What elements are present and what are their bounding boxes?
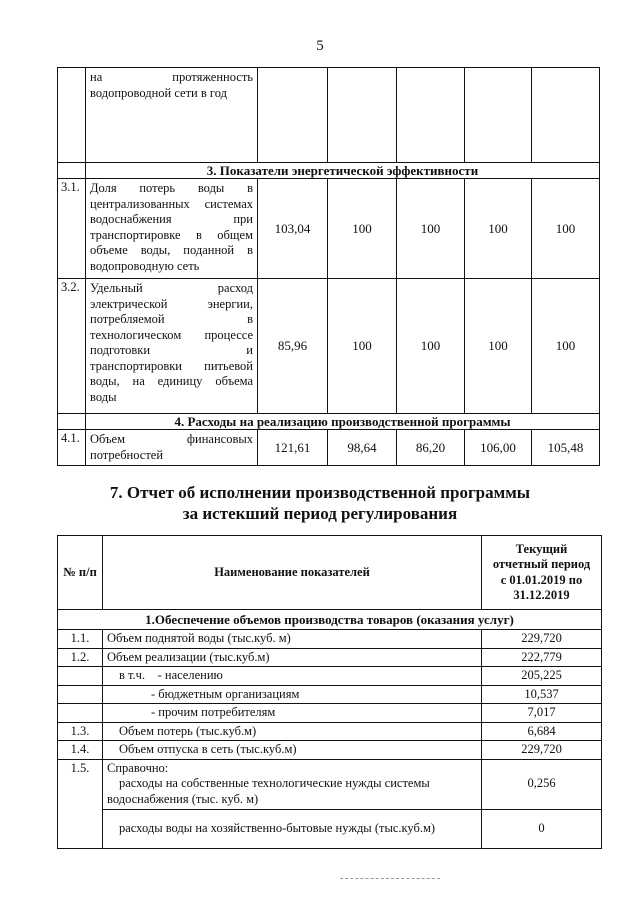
row-number (58, 685, 103, 704)
row-number: 1.2. (58, 648, 103, 667)
value-cell: 105,48 (532, 430, 600, 466)
report-table (57, 535, 602, 849)
continued-description: на протяженность водопроводной сети в год (86, 68, 258, 163)
value-cell: 100 (397, 279, 465, 414)
indicator-description: Объем финансовых потребностей (86, 430, 258, 466)
table-row (58, 667, 602, 686)
value-cell: 100 (532, 179, 600, 279)
value-cell: 100 (397, 179, 465, 279)
value-cell: 100 (465, 279, 532, 414)
row-number: 1.3. (58, 722, 103, 741)
table-row (58, 759, 602, 809)
value-cell: 100 (532, 279, 600, 414)
value-cell: 100 (328, 179, 397, 279)
table-row (58, 704, 602, 723)
table-row (58, 68, 600, 163)
table-row (58, 722, 602, 741)
value-cell: 98,64 (328, 430, 397, 466)
row-number: 3.2. (58, 279, 86, 414)
value-cell: 0 (482, 809, 602, 848)
indicator-name: Справочно: расходы на собственные технологические нужды системы водоснабжения (тыс. куб. м) (103, 759, 482, 809)
value-cell: 106,00 (465, 430, 532, 466)
section-row (58, 414, 600, 430)
indicator-name: Объем потерь (тыс.куб.м) (103, 722, 482, 741)
indicator-name: Объем поднятой воды (тыс.куб. м) (103, 630, 482, 649)
table-row (58, 741, 602, 760)
indicator-name: в т.ч. - населению (103, 667, 482, 686)
value-cell: 86,20 (397, 430, 465, 466)
column-header-number: № п/п (58, 536, 103, 610)
indicators-table (57, 67, 600, 466)
table-row (58, 630, 602, 649)
value-cell: 229,720 (482, 741, 602, 760)
indicator-description: Доля потерь воды в централизованных системах водоснабжения при транспортировке в общем объеме воды, поданной в водопроводную сеть (86, 179, 258, 279)
value-cell: 85,96 (258, 279, 328, 414)
value-cell: 205,225 (482, 667, 602, 686)
value-cell: 100 (328, 279, 397, 414)
table-row (58, 648, 602, 667)
row-number: 1.5. (58, 759, 103, 848)
value-cell: 121,61 (258, 430, 328, 466)
row-number: 1.4. (58, 741, 103, 760)
header-row (58, 536, 602, 610)
value-cell: 100 (465, 179, 532, 279)
table-row (58, 685, 602, 704)
column-header-period: Текущий отчетный период с 01.01.2019 по 31.12.2019 (482, 536, 602, 610)
value-cell: 229,720 (482, 630, 602, 649)
indicator-name: - бюджетным организациям (103, 685, 482, 704)
indicator-name: расходы воды на хозяйственно-бытовые нужды (тыс.куб.м) (103, 809, 482, 848)
value-cell: 103,04 (258, 179, 328, 279)
section-1-title: 1.Обеспечение объемов производства товаров (оказания услуг) (58, 610, 602, 630)
indicator-name: - прочим потребителям (103, 704, 482, 723)
value-cell: 6,684 (482, 722, 602, 741)
indicator-name: Объем реализации (тыс.куб.м) (103, 648, 482, 667)
row-number: 3.1. (58, 179, 86, 279)
table-row (58, 809, 602, 848)
section-row (58, 163, 600, 179)
page-number: 5 (316, 38, 324, 54)
row-number: 1.1. (58, 630, 103, 649)
footer-divider (340, 878, 440, 879)
section-3-title: 3. Показатели энергетической эффективности (86, 163, 600, 179)
row-number: 4.1. (58, 430, 86, 466)
column-header-name: Наименование показателей (103, 536, 482, 610)
value-cell: 10,537 (482, 685, 602, 704)
indicator-name: Объем отпуска в сеть (тыс.куб.м) (103, 741, 482, 760)
section-heading: 7. Отчет об исполнении производственной программы за истекший период регулирования (109, 483, 531, 523)
section-4-title: 4. Расходы на реализацию производственной программы (86, 414, 600, 430)
row-number (58, 704, 103, 723)
indicator-description: Удельный расход электрической энергии, потребляемой в технологическом процессе подготовки и транспортировки питьевой воды, на единицу объема воды (86, 279, 258, 414)
table-row (58, 279, 600, 414)
value-cell: 222,779 (482, 648, 602, 667)
section-row (58, 610, 602, 630)
value-cell: 0,256 (482, 759, 602, 809)
table-row (58, 430, 600, 466)
row-number (58, 667, 103, 686)
table-row (58, 179, 600, 279)
value-cell: 7,017 (482, 704, 602, 723)
